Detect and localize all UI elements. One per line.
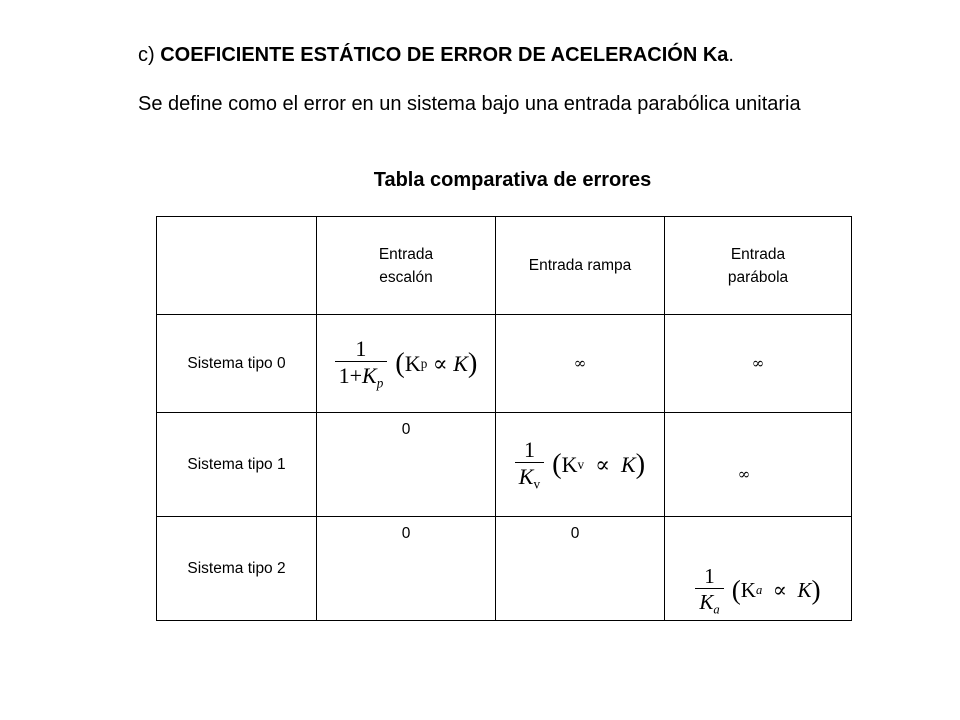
parabola-cell: ∞ xyxy=(665,315,852,413)
row-label: Sistema tipo 1 xyxy=(157,413,317,517)
header-corner-cell xyxy=(157,217,317,315)
slide-heading xyxy=(138,44,734,67)
table-title: Tabla comparativa de errores xyxy=(373,169,652,191)
definition-text: Se define como el error en un sistema bajo una entrada parabólica unitaria xyxy=(138,93,801,115)
step-cell: 0 xyxy=(317,517,496,621)
formula-ka: $\frac{1}{K_a}$ ( K a ∝ K ) xyxy=(695,565,820,617)
parabola-cell: ∞ xyxy=(665,413,852,517)
formula-kv: $\frac{1}{K_v}$ ( K v ∝ K ) xyxy=(515,438,645,492)
header-parabola-input: Entrada parábola xyxy=(665,217,852,315)
heading-title: COEFICIENTE ESTÁTICO DE ERROR DE ACELERACIÓN Ka xyxy=(160,44,729,66)
formula-cell-ka xyxy=(665,517,852,621)
formula-cell-kp xyxy=(317,315,496,413)
table-row xyxy=(157,315,852,413)
ramp-cell: ∞ xyxy=(496,315,665,413)
header-step-input: Entrada escalón xyxy=(317,217,496,315)
row-label: Sistema tipo 0 xyxy=(157,315,317,413)
heading-prefix: c) xyxy=(138,44,161,66)
error-comparison-table xyxy=(156,216,852,621)
table-header-row xyxy=(157,217,852,315)
header-ramp-input: Entrada rampa xyxy=(496,217,665,315)
formula-kp: $\frac{1}{1+K_p}$ ( K p ∝ K ) xyxy=(335,337,478,391)
table-row xyxy=(157,517,852,621)
formula-cell-kv xyxy=(496,413,665,517)
ramp-cell: 0 xyxy=(496,517,665,621)
heading-suffix: . xyxy=(728,44,734,66)
row-label: Sistema tipo 2 xyxy=(157,517,317,621)
step-cell: 0 xyxy=(317,413,496,517)
table-row xyxy=(157,413,852,517)
